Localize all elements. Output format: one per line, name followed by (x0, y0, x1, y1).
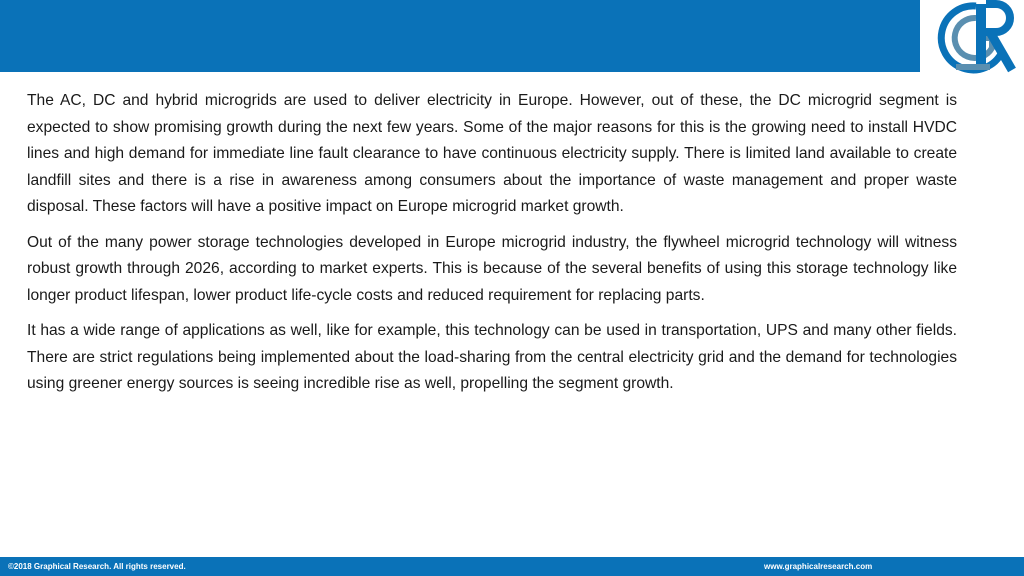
footer-bar (0, 557, 1024, 576)
paragraph-3: It has a wide range of applications as well, like for example, this technology can be used in transportation, UPS and many other fields. There are strict regulations being implemented about the load-sharing from the central electricity grid and the demand for technologies using greener energy sources is seeing incredible rise as well, propelling the segment growth. (27, 322, 957, 392)
paragraph-2: Out of the many power storage technologies developed in Europe microgrid industry, the flywheel microgrid technology will witness robust growth through 2026, according to market experts. This is because of the several benefits of using this storage technology like longer product lifespan, lower product life-cycle costs and reduced requirement for replacing parts. (27, 233, 957, 304)
website-link[interactable]: www.graphicalresearch.com (764, 562, 873, 571)
company-logo (920, 0, 1024, 80)
copyright-text: ©2018 Graphical Research. All rights reserved. (8, 562, 186, 571)
body-text (27, 88, 957, 407)
header-bar (0, 0, 1024, 72)
paragraph-1: The AC, DC and hybrid microgrids are used to deliver electricity in Europe. However, out of these, the DC microgrid segment is expected to show promising growth during the next few years. Some of the major reasons for this is the growing need to install HVDC lines and high demand for immediate line fault clearance to have continuous electricity supply. There is limited land available to create landfill sites and there is a rise in awareness among consumers about the importance of waste management and proper waste disposal. These factors will have a positive impact on Europe microgrid market growth. (27, 92, 957, 215)
graphical-research-logo-icon (936, 0, 1016, 78)
